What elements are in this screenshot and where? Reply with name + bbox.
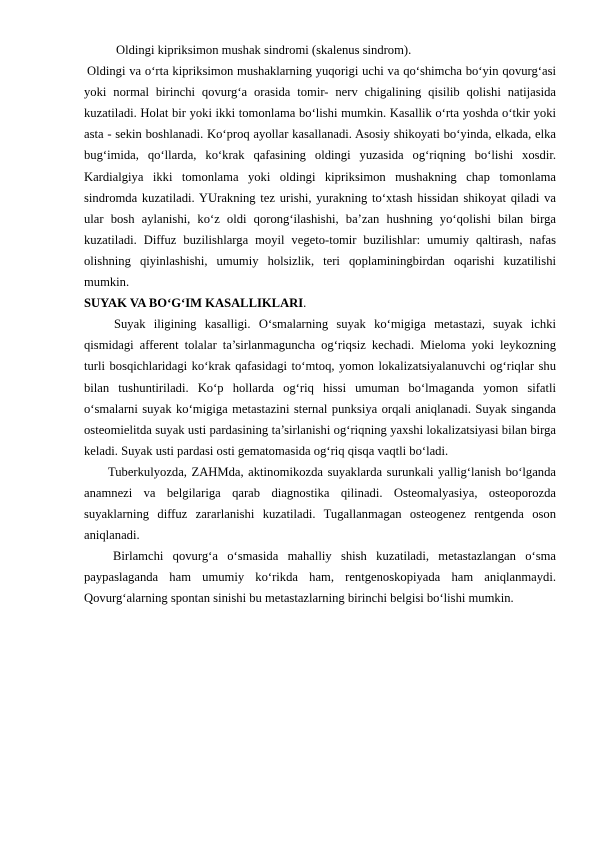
section-subtitle: Oldingi kipriksimon mushak sindromi (skalenus sindrom). [116, 43, 412, 57]
document-page [84, 40, 556, 610]
paragraph-bone-marrow: Suyak iligining kasalligi. O‘smalarning suyak ko‘migiga metastazi, suyak ichki qismidagi afferent tolalar ta’sirlanmaguncha og‘riqsiz kechadi. Mieloma yoki leykozning turli bosqichlaridagi ko‘krak qafasidagi to‘mtoq, yomon lokalizatsiyalanuvchi og‘riqlar shu bilan tushuntiriladi. Ko‘p hollarda og‘riq hissi umuman bo‘lmaganda yomon sifatli o‘smalarni suyak ko‘migiga metastazini sternal punksiya orqali aniqlanadi. Suyak singanda osteomielitda suyak usti pardasining ta’sirlanishi og‘riqning yaxshi lokalizatsiyasi bilan birga keladi. Suyak usti pardasi osti gematomasida og‘riq qisqa vaqtli bo‘ladi. [84, 317, 556, 458]
section-heading-text: SUYAK VA BO‘G‘IM KASALLIKLARI [84, 296, 304, 311]
section-heading [84, 293, 556, 314]
paragraph-scalenus: Oldingi va o‘rta kipriksimon mushaklarning yuqorigi uchi va qo‘shimcha bo‘yin qovurg‘asi yoki normal birinchi qovurg‘a orasida tomir- nerv chigalining qisilib qolishi natijasida kuzatiladi. Holat bir yoki ikki tomonlama bo‘lishi mumkin. Kasallik o‘rta yoshda o‘tkir yoki asta - sekin boshlanadi. Ko‘proq ayollar kasallanadi. Asosiy shikoyati bo‘yinda, elkada, elka bug‘imida, qo‘llarda, ko‘krak qafasining oldingi yuzasida og‘riqning bo‘lishi xosdir. Kardialgiya ikki tomonlama yoki oldingi kipriksimon mushakning chap tomonlama sindromda kuzatiladi. YUrakning tez urishi, yurakning to‘xtash hissidan shikoyat qiladi va ular bosh aylanishi, ko‘z oldi qorong‘ilashishi, ba’zan hushning yo‘qolishi bilan birga kuzatiladi. Diffuz buzilishlarga moyil vegeto-tomir buzilishlar: umumiy qaltirash, nafas olishning qiyinlashishi, umumiy holsizlik, teri qoplaminingbirdan oqarishi kuzatilishi mumkin. [84, 64, 556, 290]
paragraph-rib-tumor: Birlamchi qovurg‘a o‘smasida mahalliy shish kuzatiladi, metastazlangan o‘sma paypaslaganda ham umumiy ko‘rikda ham, rentgenoskopiyada ham aniqlanmaydi. Qovurg‘alarning spontan sinishi bu metastazlarning birinchi belgisi bo‘lishi mumkin. [84, 549, 556, 606]
paragraph-tuberculosis: Tuberkulyozda, ZAHMda, aktinomikozda suyaklarda surunkali yallig‘lanish bo‘lganda anamnezi va belgilariga qarab diagnostika qilinadi. Osteomalyasiya, osteoporozda suyaklarning diffuz zararlanishi kuzatiladi. Tugallanmagan osteogenez rentgenda oson aniqlanadi. [84, 464, 556, 543]
section-heading-period: . [303, 296, 307, 311]
